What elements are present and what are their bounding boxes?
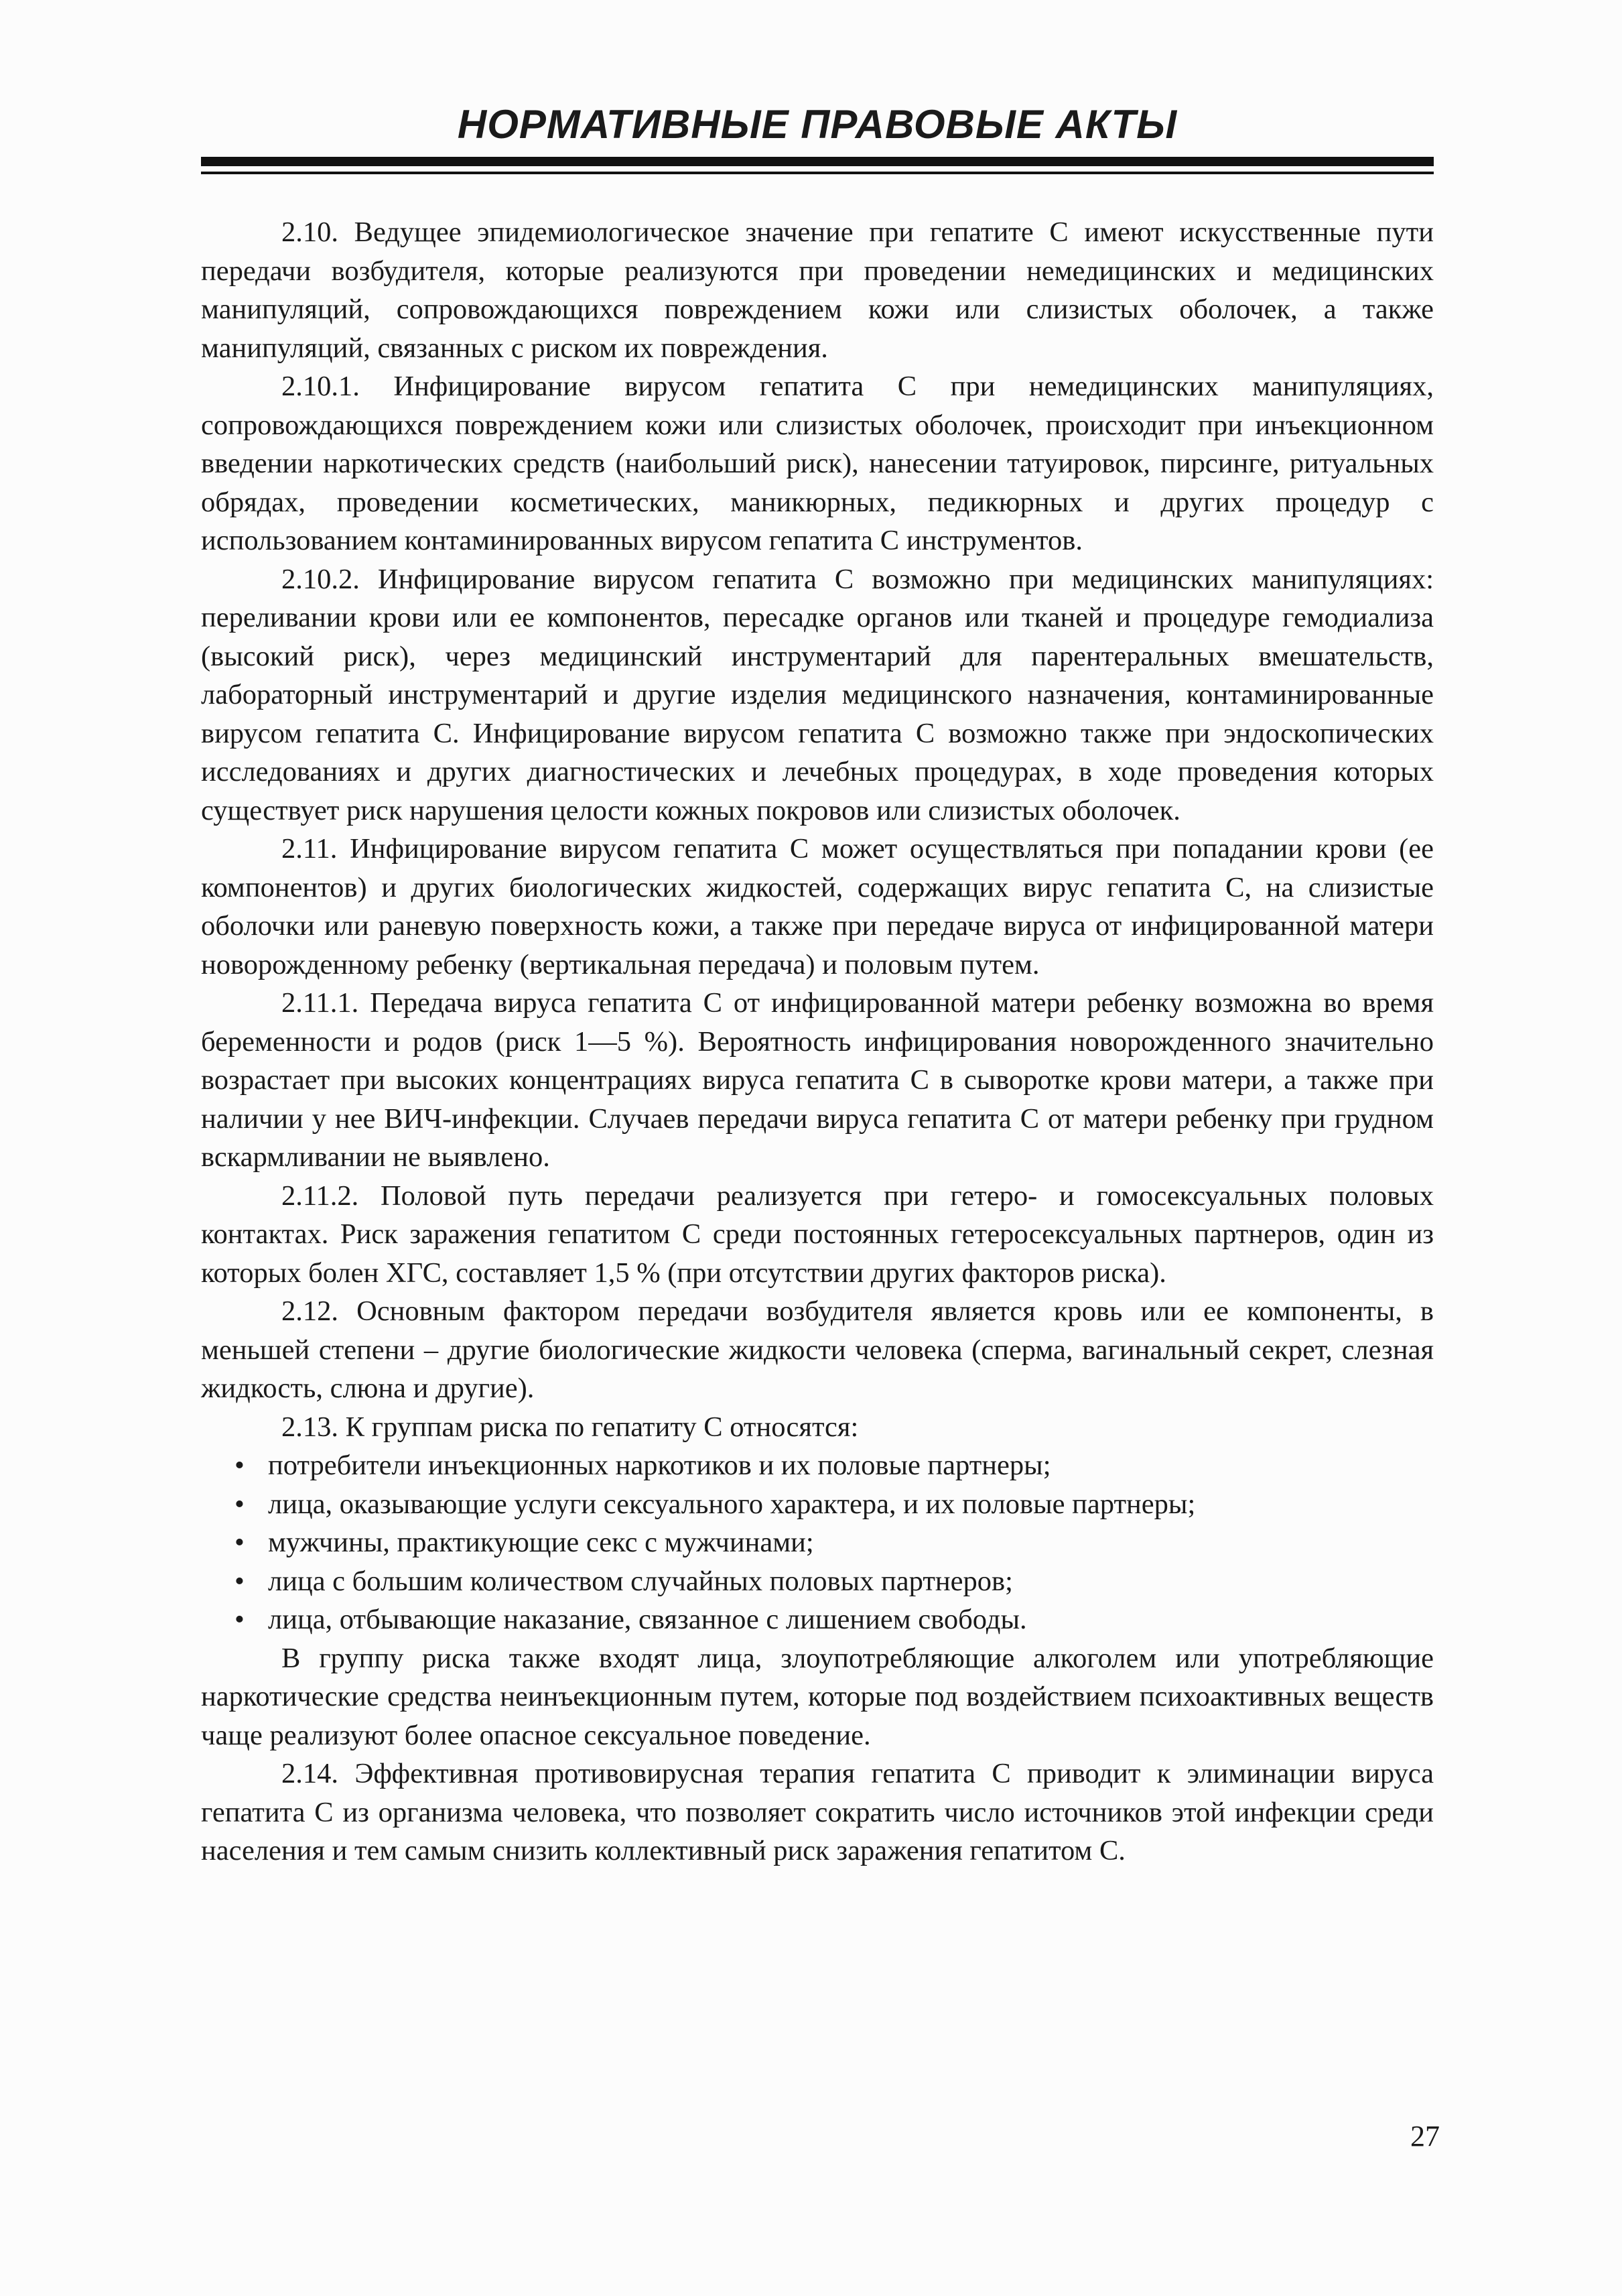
bullet-icon: • <box>234 1604 245 1635</box>
paragraph-2-10-1: 2.10.1. Инфицирование вирусом гепатита С при немедицинских манипуляциях, сопровождающихся повреждением кожи или слизистых оболочек, происходит при инъекционном введении наркотических средств (наибольший риск), нанесении татуировок, пирсинге, ритуальных обрядах, проведении косметических, маникюрных, педикюрных и других процедур с использованием контаминированных вирусом гепатита С инструментов. <box>201 371 1434 556</box>
list-item-text: лица, отбывающие наказание, связанное с лишением свободы. <box>268 1604 1027 1635</box>
bullet-icon: • <box>234 1450 245 1481</box>
bullet-icon: • <box>234 1488 245 1520</box>
list-item <box>201 1446 1434 1485</box>
paragraph-risk-note: В группу риска также входят лица, злоупотребляющие алкоголем или употребляющие наркотические средства неинъекционным путем, которые под воздействием психоактивных веществ чаще реализуют более опасное сексуальное поведение. <box>201 1642 1434 1751</box>
page-number: 27 <box>1410 2120 1440 2153</box>
paragraph-2-11-2: 2.11.2. Половой путь передачи реализуется при гетеро- и гомосексуальных половых контактах. Риск заражения гепатитом С среди постоянных гетеросексуальных партнеров, один из которых болен ХГС, составляет 1,5 % (при отсутствии других факторов риска). <box>201 1179 1434 1289</box>
bullet-icon: • <box>234 1527 245 1558</box>
body-text <box>201 213 1434 1870</box>
list-item-text: мужчины, практикующие секс с мужчинами; <box>268 1527 814 1558</box>
list-item <box>201 1523 1434 1562</box>
bullet-icon: • <box>234 1565 245 1597</box>
paragraph-2-10: 2.10. Ведущее эпидемиологическое значение при гепатите С имеют искусственные пути передачи возбудителя, которые реализуются при проведении немедицинских и медицинских манипуляций, сопровождающихся повреждением кожи или слизистых оболочек, а также манипуляций, связанных с риском их повреждения. <box>201 216 1434 364</box>
paragraph-2-10-2: 2.10.2. Инфицирование вирусом гепатита С возможно при медицинских манипуляциях: переливании крови или ее компонентов, пересадке органов или тканей и процедуре гемодиализа (высокий риск), через медицинский инструментарий для парентеральных вмешательств, лабораторный инструментарий и другие изделия медицинского назначения, контаминированные вирусом гепатита С. Инфицирование вирусом гепатита С возможно также при эндоскопических исследованиях и других диагностических и лечебных процедурах, в ходе проведения которых существует риск нарушения целости кожных покровов или слизистых оболочек. <box>201 563 1434 826</box>
list-item <box>201 1600 1434 1639</box>
header-rule-thick <box>201 157 1434 166</box>
list-item <box>201 1485 1434 1524</box>
list-item <box>201 1562 1434 1601</box>
list-item-text: лица с большим количеством случайных половых партнеров; <box>268 1565 1013 1597</box>
risk-groups-list <box>201 1446 1434 1639</box>
paragraph-2-12: 2.12. Основным фактором передачи возбудителя является кровь или ее компоненты, в меньшей степени – другие биологические жидкости человека (сперма, вагинальный секрет, слезная жидкость, слюна и другие). <box>201 1295 1434 1404</box>
page-header-title: НОРМАТИВНЫЕ ПРАВОВЫЕ АКТЫ <box>457 102 1178 147</box>
paragraph-2-13: 2.13. К группам риска по гепатиту С относятся: <box>281 1411 859 1443</box>
list-item-text: потребители инъекционных наркотиков и их половые партнеры; <box>268 1450 1051 1481</box>
paragraph-2-11-1: 2.11.1. Передача вируса гепатита С от инфицированной матери ребенку возможна во время беременности и родов (риск 1—5 %). Вероятность инфицирования новорожденного значительно возрастает при высоких концентрациях вируса гепатита С в сыворотке крови матери, а также при наличии у нее ВИЧ-инфекции. Случаев передачи вируса гепатита С от матери ребенку при грудном вскармливании не выявлено. <box>201 987 1434 1173</box>
paragraph-2-11: 2.11. Инфицирование вирусом гепатита С может осуществляться при попадании крови (ее компонентов) и других биологических жидкостей, содержащих вирус гепатита С, на слизистые оболочки или раневую поверхность кожи, а также при передаче вируса от инфицированной матери новорожденному ребенку (вертикальная передача) и половым путем. <box>201 833 1434 980</box>
paragraph-2-14: 2.14. Эффективная противовирусная терапия гепатита С приводит к элиминации вируса гепатита С из организма человека, что позволяет сократить число источников этой инфекции среди населения и тем самым снизить коллективный риск заражения гепатитом С. <box>201 1758 1434 1866</box>
header-rule-thin <box>201 172 1434 174</box>
list-item-text: лица, оказывающие услуги сексуального характера, и их половые партнеры; <box>268 1488 1196 1520</box>
